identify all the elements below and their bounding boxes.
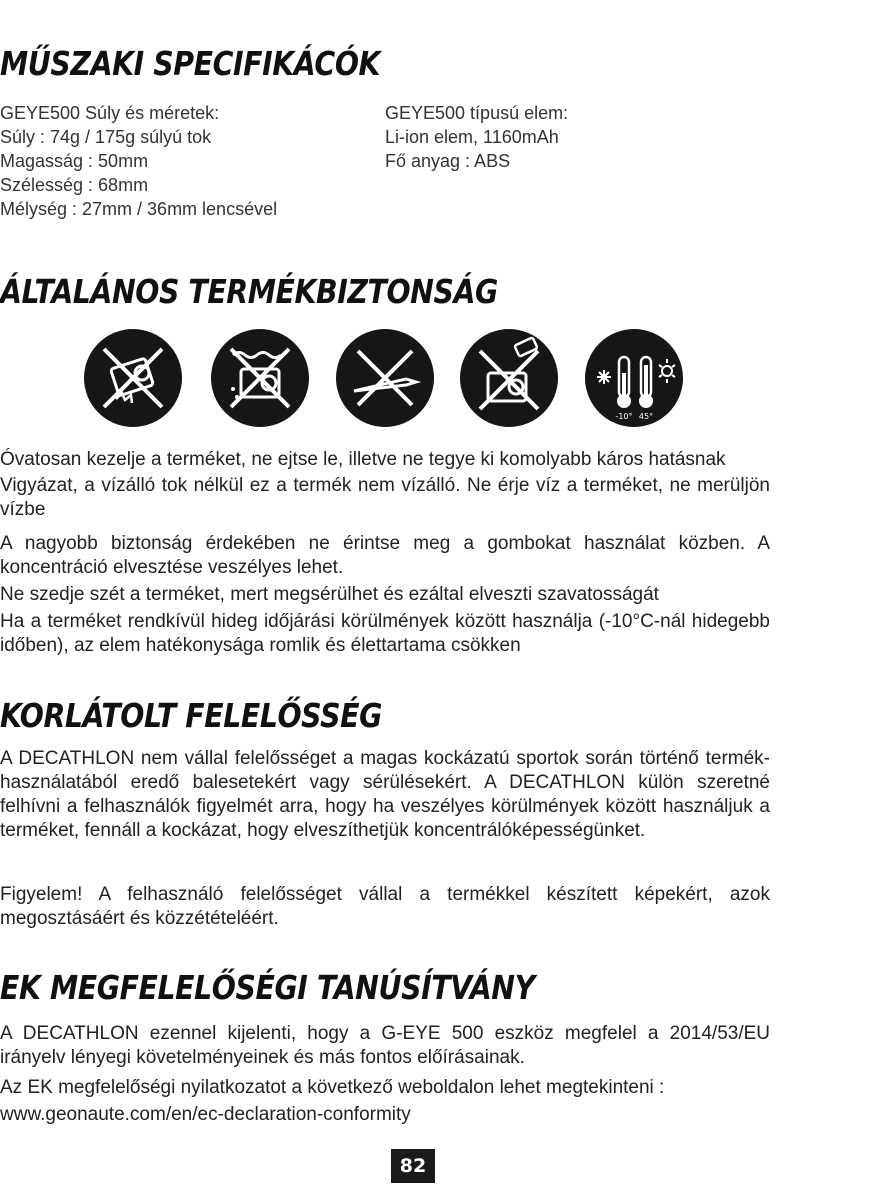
- conformity-paragraph: A DECATHLON ezennel kijelenti, hogy a G-EYE 500 eszköz megfelel a 2014/53/EU irányelv lényegi követelményeinek és más fontos előírásainak.: [0, 1023, 770, 1068]
- spec-line: Li-ion elem, 1160mAh: [385, 127, 559, 147]
- safety-paragraph: A nagyobb biztonság érdekében ne érintse meg a gombokat használat közben. A koncentráció elvesztése veszélyes lehet.: [0, 533, 770, 578]
- liability-heading: KORLÁTOLT FELELŐSSÉG: [0, 696, 383, 735]
- safety-heading: ÁLTALÁNOS TERMÉKBIZTONSÁG: [0, 272, 498, 311]
- spec-line: Fő anyag : ABS: [385, 151, 511, 171]
- conformity-paragraph: Az EK megfelelőségi nyilatkozatot a következő weboldalon lehet megtekinteni :: [0, 1077, 665, 1098]
- no-disassemble-icon: [336, 329, 434, 427]
- safety-icons: [84, 329, 690, 427]
- safety-paragraph: Ne szedje szét a terméket, mert megsérülhet és ezáltal elveszti szavatosságát: [0, 584, 659, 605]
- safety-paragraph: Óvatosan kezelje a terméket, ne ejtse le, illetve ne tegye ki komolyabb káros hatásnak: [0, 449, 726, 470]
- spec-line: Magasság : 50mm: [0, 151, 149, 171]
- hot-limit-label: 45°: [638, 412, 654, 421]
- safety-paragraph: Vigyázat, a vízálló tok nélkül ez a termék nem vízálló. Ne érje víz a terméket, ne merüljön vízbe: [0, 475, 770, 520]
- conformity-url: www.geonaute.com/en/ec-declaration-conformity: [0, 1104, 411, 1125]
- spec-line: Súly : 74g / 175g súlyú tok: [0, 127, 212, 147]
- spec-line: GEYE500 Súly és méretek:: [0, 103, 220, 123]
- no-drop-icon: [84, 329, 182, 427]
- spec-line: GEYE500 típusú elem:: [385, 103, 569, 123]
- page-number: 82: [391, 1149, 435, 1183]
- cold-limit-label: -10°: [615, 412, 633, 421]
- liability-paragraph: Figyelem! A felhasználó felelősséget vállal a termékkel készített képekért, azok megosztásáért és közzétételéért.: [0, 884, 770, 929]
- specs-right-column: [385, 101, 568, 173]
- specs-left-column: [0, 101, 277, 221]
- no-battery-icon: [460, 329, 558, 427]
- spec-line: Mélység : 27mm / 36mm lencsével: [0, 199, 278, 219]
- specs-heading: MŰSZAKI SPECIFIKÁCÓK: [0, 44, 381, 83]
- safety-paragraph: Ha a terméket rendkívül hideg időjárási körülmények között használja (-10°C-nál hidegebb időben), az elem hatékonysága romlik és élettartama csökken: [0, 611, 770, 656]
- liability-paragraph: A DECATHLON nem vállal felelősséget a magas kockázatú sportok során történő termék- használatából eredő balesetekért vagy sérülésekért. A DECATHLON külön szeretné felhívni a felhasználók figyelmét arra, hogy ha veszélyes körülmények között használjuk a terméket, fennáll a kockázat, hogy elveszíthetjük koncentrálóképességünket.: [0, 748, 770, 841]
- conformity-heading: EK MEGFELELŐSÉGI TANÚSÍTVÁNY: [0, 968, 535, 1007]
- spec-line: Szélesség : 68mm: [0, 175, 149, 195]
- no-water-icon: [211, 329, 309, 427]
- temperature-icon: [585, 329, 683, 427]
